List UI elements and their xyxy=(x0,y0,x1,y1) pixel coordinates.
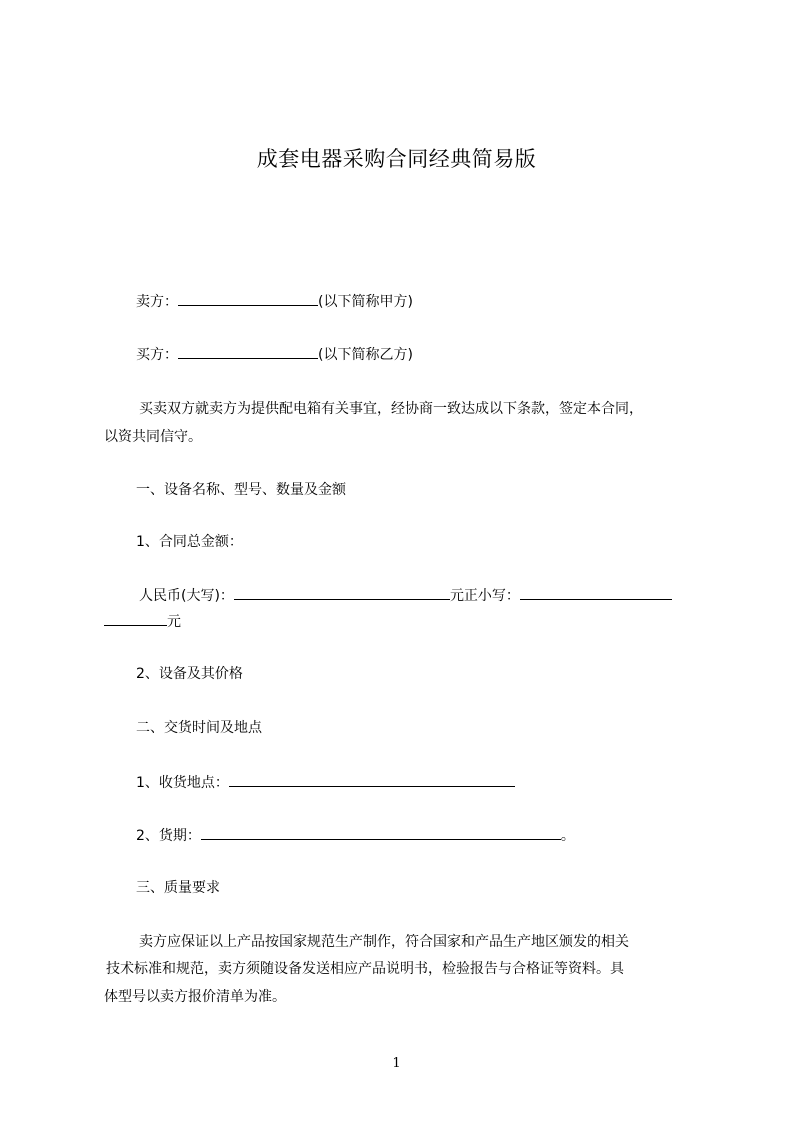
delivery-time-line xyxy=(136,826,575,845)
rmb-figures-blank-cont xyxy=(104,612,167,626)
rmb-label: 人民币(大写)： xyxy=(139,588,234,604)
quality-para-line-3: 体型号以卖方报价清单为准。 xyxy=(104,989,286,1005)
buyer-line xyxy=(136,345,413,364)
section-2-heading: 二、交货时间及地点 xyxy=(136,720,262,736)
section-1-item-1: 1、合同总金额： xyxy=(136,534,243,550)
rmb-words-blank xyxy=(234,586,450,600)
document-title: 成套电器采购合同经典简易版 xyxy=(256,147,537,171)
rmb-line-2 xyxy=(104,612,181,631)
intro-line-2: 以资共同信守。 xyxy=(104,429,202,445)
delivery-place-line xyxy=(136,773,515,792)
delivery-place-label: 1、收货地点： xyxy=(136,775,229,791)
delivery-time-label: 2、货期： xyxy=(136,828,201,844)
seller-label: 卖方： xyxy=(136,294,178,310)
section-1-heading: 一、设备名称、型号、数量及金额 xyxy=(136,482,346,498)
rmb-end: 元 xyxy=(167,614,181,630)
rmb-mid: 元正小写： xyxy=(449,588,520,604)
rmb-figures-blank xyxy=(520,586,672,600)
delivery-time-end: 。 xyxy=(560,828,575,844)
intro-line-1: 买卖双方就卖方为提供配电箱有关事宜，经协商一致达成以下条款，签定本合同， xyxy=(139,401,643,417)
quality-para-line-1: 卖方应保证以上产品按国家规范生产制作，符合国家和产品生产地区颁发的相关 xyxy=(139,934,629,950)
seller-line xyxy=(136,292,413,311)
page-number: 1 xyxy=(392,1056,401,1071)
section-3-heading: 三、质量要求 xyxy=(136,880,220,896)
section-1-item-2: 2、设备及其价格 xyxy=(136,666,243,682)
rmb-line xyxy=(139,586,672,605)
delivery-time-blank xyxy=(201,826,561,840)
seller-blank xyxy=(178,292,318,306)
buyer-label: 买方： xyxy=(136,347,178,363)
delivery-place-blank xyxy=(229,773,515,787)
buyer-suffix: (以下简称乙方) xyxy=(318,347,413,363)
quality-para-line-2: 技术标准和规范，卖方须随设备发送相应产品说明书，检验报告与合格证等资料。具 xyxy=(106,961,624,977)
seller-suffix: (以下简称甲方) xyxy=(318,294,413,310)
buyer-blank xyxy=(178,345,318,359)
